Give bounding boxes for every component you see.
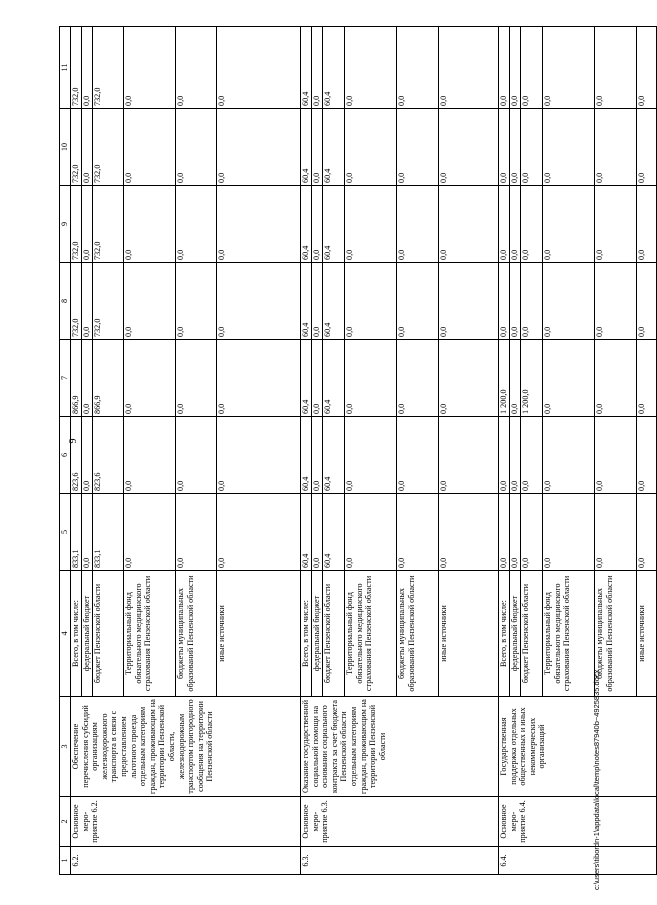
value-cell: 0,0 (543, 417, 595, 494)
value-cell: 0,0 (439, 494, 499, 571)
value-cell: 0,0 (176, 27, 217, 109)
table-row (499, 27, 510, 875)
value-cell: 0,0 (637, 186, 657, 263)
value-cell: 0,0 (499, 27, 510, 109)
value-cell: 60,4 (323, 494, 345, 571)
table-row (71, 27, 82, 875)
value-cell: 60,4 (301, 340, 312, 417)
value-cell: 732,0 (71, 109, 82, 186)
value-cell: 0,0 (312, 263, 323, 340)
page-number: 9 (68, 438, 79, 444)
value-cell: 0,0 (217, 27, 301, 109)
value-cell: 0,0 (499, 494, 510, 571)
value-cell: 0,0 (217, 340, 301, 417)
value-cell: 0,0 (637, 417, 657, 494)
item-type-cell: Основное меро-приятие 6.2. (71, 797, 301, 847)
value-cell: 0,0 (82, 340, 93, 417)
value-cell: 0,0 (312, 494, 323, 571)
value-cell: 0,0 (543, 263, 595, 340)
column-number-header: 7 (60, 340, 71, 417)
value-cell: 732,0 (71, 27, 82, 109)
value-cell: 823,6 (71, 417, 82, 494)
column-number-header: 10 (60, 109, 71, 186)
file-path-footer: c:\users\tibordn-1\appdata\local\temp\notes87940b~4925835.docx (592, 669, 601, 890)
value-cell: 0,0 (439, 186, 499, 263)
value-cell: 866,9 (93, 340, 124, 417)
column-number-row (60, 27, 71, 875)
value-cell: 0,0 (124, 27, 176, 109)
value-cell: 0,0 (439, 417, 499, 494)
value-cell: 60,4 (301, 494, 312, 571)
value-cell: 60,4 (301, 417, 312, 494)
column-number-header: 5 (60, 494, 71, 571)
value-cell: 0,0 (345, 27, 397, 109)
funding-source-cell: бюджет Пензенской области (323, 571, 345, 697)
funding-source-cell: бюджет Пензенской области (93, 571, 124, 697)
value-cell: 0,0 (521, 109, 543, 186)
value-cell: 0,0 (637, 494, 657, 571)
value-cell: 0,0 (124, 263, 176, 340)
value-cell: 0,0 (345, 109, 397, 186)
value-cell: 0,0 (543, 109, 595, 186)
value-cell: 732,0 (93, 186, 124, 263)
value-cell: 0,0 (124, 340, 176, 417)
value-cell: 0,0 (176, 340, 217, 417)
value-cell: 0,0 (345, 263, 397, 340)
value-cell: 0,0 (595, 109, 637, 186)
value-cell: 0,0 (499, 186, 510, 263)
column-number-header: 3 (60, 697, 71, 797)
value-cell: 60,4 (323, 27, 345, 109)
value-cell: 0,0 (217, 186, 301, 263)
value-cell: 0,0 (124, 494, 176, 571)
value-cell: 0,0 (637, 27, 657, 109)
value-cell: 732,0 (93, 263, 124, 340)
funding-source-cell: иные источники (637, 571, 657, 697)
value-cell: 0,0 (397, 27, 439, 109)
funding-source-cell: федеральный бюджет (82, 571, 93, 697)
value-cell: 0,0 (543, 340, 595, 417)
value-cell: 0,0 (82, 494, 93, 571)
column-number-header: 8 (60, 263, 71, 340)
column-number-header: 1 (60, 847, 71, 875)
funding-source-cell: федеральный бюджет (312, 571, 323, 697)
item-name-cell: Государственная поддержка отдельных общественных и иных некоммерческих организаций (499, 697, 657, 797)
value-cell: 0,0 (637, 109, 657, 186)
value-cell: 0,0 (397, 340, 439, 417)
funding-source-cell: Всего, в том числе: (71, 571, 82, 697)
value-cell: 1 200,0 (521, 340, 543, 417)
table-row (301, 27, 312, 875)
column-number-header: 6 (60, 417, 71, 494)
value-cell: 60,4 (323, 417, 345, 494)
value-cell: 0,0 (82, 263, 93, 340)
value-cell: 0,0 (510, 186, 521, 263)
item-number-cell: 6.4. (499, 847, 657, 875)
value-cell: 0,0 (637, 263, 657, 340)
value-cell: 0,0 (595, 417, 637, 494)
value-cell: 0,0 (521, 263, 543, 340)
funding-source-cell: бюджеты муниципальных образований Пензенской области (595, 571, 637, 697)
item-name-cell: Обеспечение перечисления субсидий организациям железнодорожного транспорта в связи с предоставлением льготного проезда отдельным категориям граждан, проживающим на территории Пензенской области, железнодорожным транспортом пригородного сообщения на территории Пензенской области (71, 697, 301, 797)
value-cell: 0,0 (82, 27, 93, 109)
value-cell: 0,0 (510, 27, 521, 109)
value-cell: 732,0 (71, 186, 82, 263)
value-cell: 0,0 (439, 263, 499, 340)
value-cell: 823,6 (93, 417, 124, 494)
value-cell: 0,0 (595, 340, 637, 417)
value-cell: 0,0 (521, 494, 543, 571)
rotated-table-area (59, 27, 646, 875)
value-cell: 732,0 (93, 109, 124, 186)
value-cell: 60,4 (301, 109, 312, 186)
value-cell: 60,4 (301, 27, 312, 109)
value-cell: 60,4 (323, 263, 345, 340)
item-number-cell: 6.2. (71, 847, 301, 875)
value-cell: 833,1 (71, 494, 82, 571)
value-cell: 60,4 (301, 186, 312, 263)
value-cell: 60,4 (301, 263, 312, 340)
value-cell: 0,0 (510, 494, 521, 571)
value-cell: 0,0 (521, 186, 543, 263)
value-cell: 0,0 (176, 263, 217, 340)
value-cell: 60,4 (323, 186, 345, 263)
value-cell: 0,0 (397, 186, 439, 263)
value-cell: 0,0 (176, 494, 217, 571)
value-cell: 833,1 (93, 494, 124, 571)
value-cell: 60,4 (323, 109, 345, 186)
value-cell: 0,0 (312, 186, 323, 263)
value-cell: 0,0 (439, 27, 499, 109)
item-number-cell: 6.3. (301, 847, 499, 875)
value-cell: 0,0 (345, 417, 397, 494)
funding-source-cell: бюджет Пензенской области (521, 571, 543, 697)
value-cell: 0,0 (124, 186, 176, 263)
value-cell: 0,0 (543, 27, 595, 109)
budget-table (59, 26, 657, 875)
value-cell: 0,0 (82, 417, 93, 494)
value-cell: 0,0 (345, 494, 397, 571)
value-cell: 0,0 (176, 109, 217, 186)
value-cell: 0,0 (124, 417, 176, 494)
value-cell: 0,0 (499, 263, 510, 340)
funding-source-cell: бюджеты муниципальных образований Пензенской области (176, 571, 217, 697)
value-cell: 0,0 (510, 417, 521, 494)
value-cell: 0,0 (397, 417, 439, 494)
value-cell: 0,0 (217, 417, 301, 494)
funding-source-cell: иные источники (217, 571, 301, 697)
value-cell: 0,0 (345, 340, 397, 417)
funding-source-cell: Территориальный фонд обязательного медицинского страхования Пензенской области (345, 571, 397, 697)
column-number-header: 9 (60, 186, 71, 263)
value-cell: 0,0 (543, 494, 595, 571)
value-cell: 732,0 (71, 263, 82, 340)
value-cell: 0,0 (397, 494, 439, 571)
column-number-header: 2 (60, 797, 71, 847)
value-cell: 0,0 (499, 417, 510, 494)
value-cell: 0,0 (82, 109, 93, 186)
value-cell: 0,0 (499, 109, 510, 186)
value-cell: 60,4 (323, 340, 345, 417)
funding-source-cell: Всего, в том числе: (499, 571, 510, 697)
value-cell: 1 200,0 (499, 340, 510, 417)
value-cell: 732,0 (93, 27, 124, 109)
item-name-cell: Оказание государственной социальной помощи на основании социального контракта за счет бюджета Пензенской области отдельным категориям граждан, проживающим на территории Пензенской области (301, 697, 499, 797)
value-cell: 0,0 (217, 109, 301, 186)
item-type-cell: Основное меро-приятие 6.3. (301, 797, 499, 847)
value-cell: 0,0 (312, 27, 323, 109)
table-body (71, 27, 657, 875)
value-cell: 0,0 (543, 186, 595, 263)
value-cell: 0,0 (510, 263, 521, 340)
funding-source-cell: Территориальный фонд обязательного медицинского страхования Пензенской области (124, 571, 176, 697)
funding-source-cell: бюджеты муниципальных образований Пензенской области (397, 571, 439, 697)
value-cell: 0,0 (397, 109, 439, 186)
value-cell: 866,9 (71, 340, 82, 417)
value-cell: 0,0 (176, 186, 217, 263)
value-cell: 0,0 (345, 186, 397, 263)
value-cell: 0,0 (312, 340, 323, 417)
funding-source-cell: иные источники (439, 571, 499, 697)
value-cell: 0,0 (595, 27, 637, 109)
value-cell: 0,0 (595, 494, 637, 571)
value-cell: 0,0 (637, 340, 657, 417)
value-cell: 0,0 (439, 109, 499, 186)
funding-source-cell: Территориальный фонд обязательного медицинского страхования Пензенской области (543, 571, 595, 697)
funding-source-cell: федеральный бюджет (510, 571, 521, 697)
value-cell: 0,0 (521, 27, 543, 109)
value-cell: 0,0 (439, 340, 499, 417)
column-number-header: 4 (60, 571, 71, 697)
value-cell: 0,0 (595, 263, 637, 340)
value-cell: 0,0 (510, 109, 521, 186)
value-cell: 0,0 (124, 109, 176, 186)
value-cell: 0,0 (595, 186, 637, 263)
item-type-cell: Основное меро-приятие 6.4. (499, 797, 657, 847)
value-cell: 0,0 (217, 494, 301, 571)
value-cell: 0,0 (312, 109, 323, 186)
value-cell: 0,0 (176, 417, 217, 494)
value-cell: 0,0 (397, 263, 439, 340)
value-cell: 0,0 (510, 340, 521, 417)
value-cell: 0,0 (312, 417, 323, 494)
funding-source-cell: Всего, в том числе: (301, 571, 312, 697)
value-cell: 0,0 (82, 186, 93, 263)
value-cell: 0,0 (521, 417, 543, 494)
column-number-header: 11 (60, 27, 71, 109)
value-cell: 0,0 (217, 263, 301, 340)
